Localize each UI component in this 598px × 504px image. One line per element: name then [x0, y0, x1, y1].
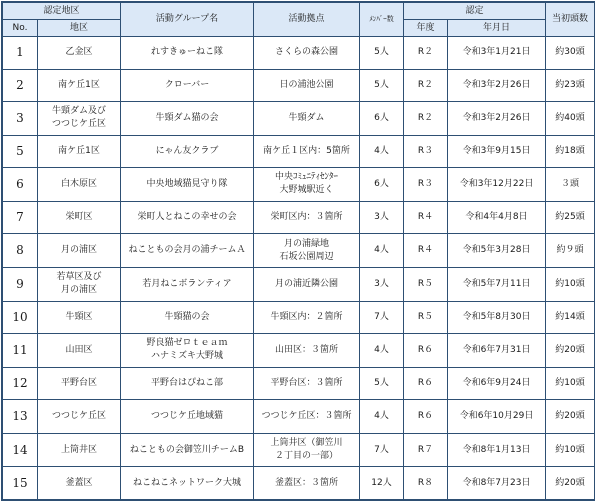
- cell-area-line: 上筒井区: [61, 444, 98, 455]
- cat-groups-table: [2, 2, 595, 500]
- cell-group: 牛頸ダム猫の会: [121, 102, 254, 136]
- table-body: [3, 37, 595, 500]
- cell-group: 平野台はぴねこ部: [121, 367, 254, 400]
- cell-count: 約10頭: [546, 267, 595, 301]
- cell-base-line: 牛頸区内：２箇所: [270, 311, 343, 322]
- cell-base-line: つつじケ丘区：３箇所: [261, 410, 352, 421]
- cell-base: [254, 135, 360, 168]
- cell-base-line: 石坂公園周辺: [279, 251, 334, 262]
- table-row: [3, 400, 595, 434]
- cell-no: 1: [3, 37, 38, 70]
- table-row: [3, 135, 595, 168]
- cell-area-line: 南ケ丘1区: [58, 145, 100, 156]
- table-frame: [1, 1, 595, 501]
- cell-base-line: 南ケ丘１区内：5箇所: [263, 145, 350, 156]
- cell-base-line: 牛頸ダム: [288, 112, 325, 123]
- cell-year: R７: [404, 433, 448, 467]
- cell-base-line: 上筒井区（御笠川: [270, 438, 343, 449]
- cell-members: 7人: [360, 301, 404, 334]
- cell-date: 令和6年7月31日: [448, 334, 546, 368]
- cell-date: 令和6年9月24日: [448, 367, 546, 400]
- cell-area: [38, 102, 121, 136]
- cell-year: R６: [404, 334, 448, 368]
- cell-base-line: 月の浦緑地: [284, 238, 330, 249]
- cell-year: R２: [404, 102, 448, 136]
- cell-year: R２: [404, 37, 448, 70]
- cell-date: 令和8年1月13日: [448, 433, 546, 467]
- cell-group: つつじケ丘地域猫: [121, 400, 254, 434]
- cell-base: [254, 400, 360, 434]
- table-row: [3, 234, 595, 268]
- cell-base: [254, 367, 360, 400]
- cell-area-line: 平野台区: [61, 377, 98, 388]
- cell-area: [38, 400, 121, 434]
- cell-year: R５: [404, 267, 448, 301]
- cell-no: 3: [3, 102, 38, 136]
- cell-year: R３: [404, 168, 448, 202]
- cell-no: 6: [3, 168, 38, 202]
- cell-count: 約20頭: [546, 467, 595, 500]
- cell-area-line: 牛頸ダム及び: [52, 106, 107, 117]
- cell-year: R４: [404, 201, 448, 234]
- cell-group: ねこともの会月の浦チームＡ: [121, 234, 254, 268]
- cell-date: 令和5年7月11日: [448, 267, 546, 301]
- cell-count: 約18頭: [546, 135, 595, 168]
- cell-year: R６: [404, 400, 448, 434]
- cell-year: R４: [404, 234, 448, 268]
- cell-date: 令和5年8月30日: [448, 301, 546, 334]
- table-row: [3, 69, 595, 102]
- header-kyoten: 活動拠点: [254, 3, 360, 37]
- cell-date: 令和6年10月29日: [448, 400, 546, 434]
- cell-members: 3人: [360, 267, 404, 301]
- cell-base: [254, 467, 360, 500]
- cell-members: 4人: [360, 135, 404, 168]
- header-group-name: 活動グループ名: [121, 3, 254, 37]
- table-row: [3, 433, 595, 467]
- cell-base: [254, 168, 360, 202]
- cell-area: [38, 234, 121, 268]
- cell-group: ねこねこネットワーク大城: [121, 467, 254, 500]
- cell-base-line: 大野城駅近く: [279, 185, 334, 196]
- cell-area: [38, 37, 121, 70]
- cell-count: 約30頭: [546, 37, 595, 70]
- cell-date: 令和3年2月26日: [448, 69, 546, 102]
- cell-area: [38, 467, 121, 500]
- cell-base-line: 釜蓋区：３箇所: [275, 477, 339, 488]
- table-row: [3, 102, 595, 136]
- cell-base: [254, 37, 360, 70]
- cell-date: 令和8年7月23日: [448, 467, 546, 500]
- cell-base-line: 山田区：３箇所: [275, 344, 339, 355]
- cell-members: 5人: [360, 69, 404, 102]
- cell-base: [254, 102, 360, 136]
- cell-count: 約10頭: [546, 433, 595, 467]
- cell-area: [38, 201, 121, 234]
- cell-area: [38, 433, 121, 467]
- cell-year: R６: [404, 367, 448, 400]
- cell-base: [254, 69, 360, 102]
- cell-members: 6人: [360, 102, 404, 136]
- cell-date: 令和3年2月26日: [448, 102, 546, 136]
- cell-count: 約20頭: [546, 334, 595, 368]
- cell-area-line: つつじケ丘区: [52, 410, 107, 421]
- cell-members: 5人: [360, 367, 404, 400]
- header-nintei-chiku: 認定地区: [3, 3, 121, 20]
- cell-date: 令和3年12月22日: [448, 168, 546, 202]
- cell-group: クローバー: [121, 69, 254, 102]
- cell-base: [254, 267, 360, 301]
- cell-count: 約23頭: [546, 69, 595, 102]
- cell-no: 5: [3, 135, 38, 168]
- cell-base-line: 中央ｺﾐｭﾆﾃｨｾﾝﾀｰ: [275, 172, 339, 183]
- cell-count: 約９頭: [546, 234, 595, 268]
- header-members: ﾒﾝﾊﾞｰ数: [360, 3, 404, 37]
- cell-no: 8: [3, 234, 38, 268]
- cell-area-line: 若草区及び: [56, 272, 102, 283]
- cell-count: 約25頭: [546, 201, 595, 234]
- cell-members: 12人: [360, 467, 404, 500]
- cell-date: 令和3年1月21日: [448, 37, 546, 70]
- cell-base: [254, 301, 360, 334]
- cell-members: 6人: [360, 168, 404, 202]
- cell-no: 15: [3, 467, 38, 500]
- cell-area: [38, 69, 121, 102]
- cell-members: 4人: [360, 234, 404, 268]
- cell-base: [254, 234, 360, 268]
- cell-no: 9: [3, 267, 38, 301]
- cell-area-line: つつじケ丘区: [52, 119, 107, 130]
- cell-members: 3人: [360, 201, 404, 234]
- cell-group: れすきゅーねこ隊: [121, 37, 254, 70]
- cell-area-line: 釜蓋区: [65, 477, 93, 488]
- cell-base-line: 栄町区内：３箇所: [270, 212, 343, 223]
- cell-year: R２: [404, 69, 448, 102]
- header-nendo: 年度: [404, 20, 448, 37]
- cell-area-line: 山田区: [65, 344, 93, 355]
- cell-no: 13: [3, 400, 38, 434]
- cell-count: 約40頭: [546, 102, 595, 136]
- cell-area: [38, 334, 121, 368]
- table-row: [3, 334, 595, 368]
- cell-area: [38, 135, 121, 168]
- cell-count: 約20頭: [546, 400, 595, 434]
- cell-group: 牛頸猫の会: [121, 301, 254, 334]
- cell-no: 11: [3, 334, 38, 368]
- table-row: [3, 301, 595, 334]
- cell-area: [38, 168, 121, 202]
- cell-group: ねこともの会御笠川チームB: [121, 433, 254, 467]
- table-row: [3, 467, 595, 500]
- header-chiku: 地区: [38, 20, 121, 37]
- cell-no: 2: [3, 69, 38, 102]
- cell-base-line: 日の浦池公園: [279, 79, 334, 90]
- header-row-top: [3, 3, 595, 20]
- cell-area-line: 南ケ丘1区: [58, 79, 100, 90]
- cell-base-line: 平野台区：３箇所: [270, 377, 343, 388]
- cell-year: R３: [404, 135, 448, 168]
- cell-year: R５: [404, 301, 448, 334]
- cell-count: 約10頭: [546, 367, 595, 400]
- cell-count: ３頭: [546, 168, 595, 202]
- cell-group-line: 野良猫ゼロｔｅａｍ: [146, 338, 228, 349]
- cell-area: [38, 267, 121, 301]
- cell-group: [121, 334, 254, 368]
- cell-base: [254, 433, 360, 467]
- cell-area-line: 月の浦区: [61, 245, 98, 256]
- cell-date: 令和5年3月28日: [448, 234, 546, 268]
- cell-no: 12: [3, 367, 38, 400]
- cell-group: 若月ねこボランティア: [121, 267, 254, 301]
- cell-area: [38, 367, 121, 400]
- cell-members: 7人: [360, 433, 404, 467]
- cell-base: [254, 201, 360, 234]
- cell-date: 令和3年9月15日: [448, 135, 546, 168]
- cell-group: 栄町人とねこの幸せの会: [121, 201, 254, 234]
- table-row: [3, 168, 595, 202]
- cell-base: [254, 334, 360, 368]
- cell-date: 令和4年4月8日: [448, 201, 546, 234]
- cell-no: 14: [3, 433, 38, 467]
- table-row: [3, 37, 595, 70]
- cell-base-line: 月の浦近隣公園: [275, 278, 339, 289]
- cell-members: 4人: [360, 334, 404, 368]
- cell-no: 7: [3, 201, 38, 234]
- cell-area-line: 乙金区: [65, 47, 93, 58]
- cell-members: 5人: [360, 37, 404, 70]
- cell-area-line: 白木原区: [61, 178, 98, 189]
- cell-base-line: さくらの森公園: [275, 47, 339, 58]
- header-initial-count: 当初頭数: [546, 3, 595, 37]
- cell-group: にゃん友クラブ: [121, 135, 254, 168]
- cell-group: 中央地域猫見守り隊: [121, 168, 254, 202]
- table-row: [3, 201, 595, 234]
- cell-no: 10: [3, 301, 38, 334]
- table-row: [3, 267, 595, 301]
- header-date: 年月日: [448, 20, 546, 37]
- cell-group-line: ハナミズキ大野城: [151, 351, 224, 362]
- cell-area-line: 牛頸区: [65, 311, 93, 322]
- cell-area-line: 栄町区: [65, 212, 93, 223]
- table-row: [3, 367, 595, 400]
- cell-year: R８: [404, 467, 448, 500]
- header-no: No.: [3, 20, 38, 37]
- cell-base-line: ２丁目の一部）: [275, 451, 339, 462]
- cell-members: 4人: [360, 400, 404, 434]
- cell-count: 約14頭: [546, 301, 595, 334]
- cell-area: [38, 301, 121, 334]
- header-nintei: 認定: [404, 3, 546, 20]
- cell-area-line: 月の浦区: [61, 285, 98, 296]
